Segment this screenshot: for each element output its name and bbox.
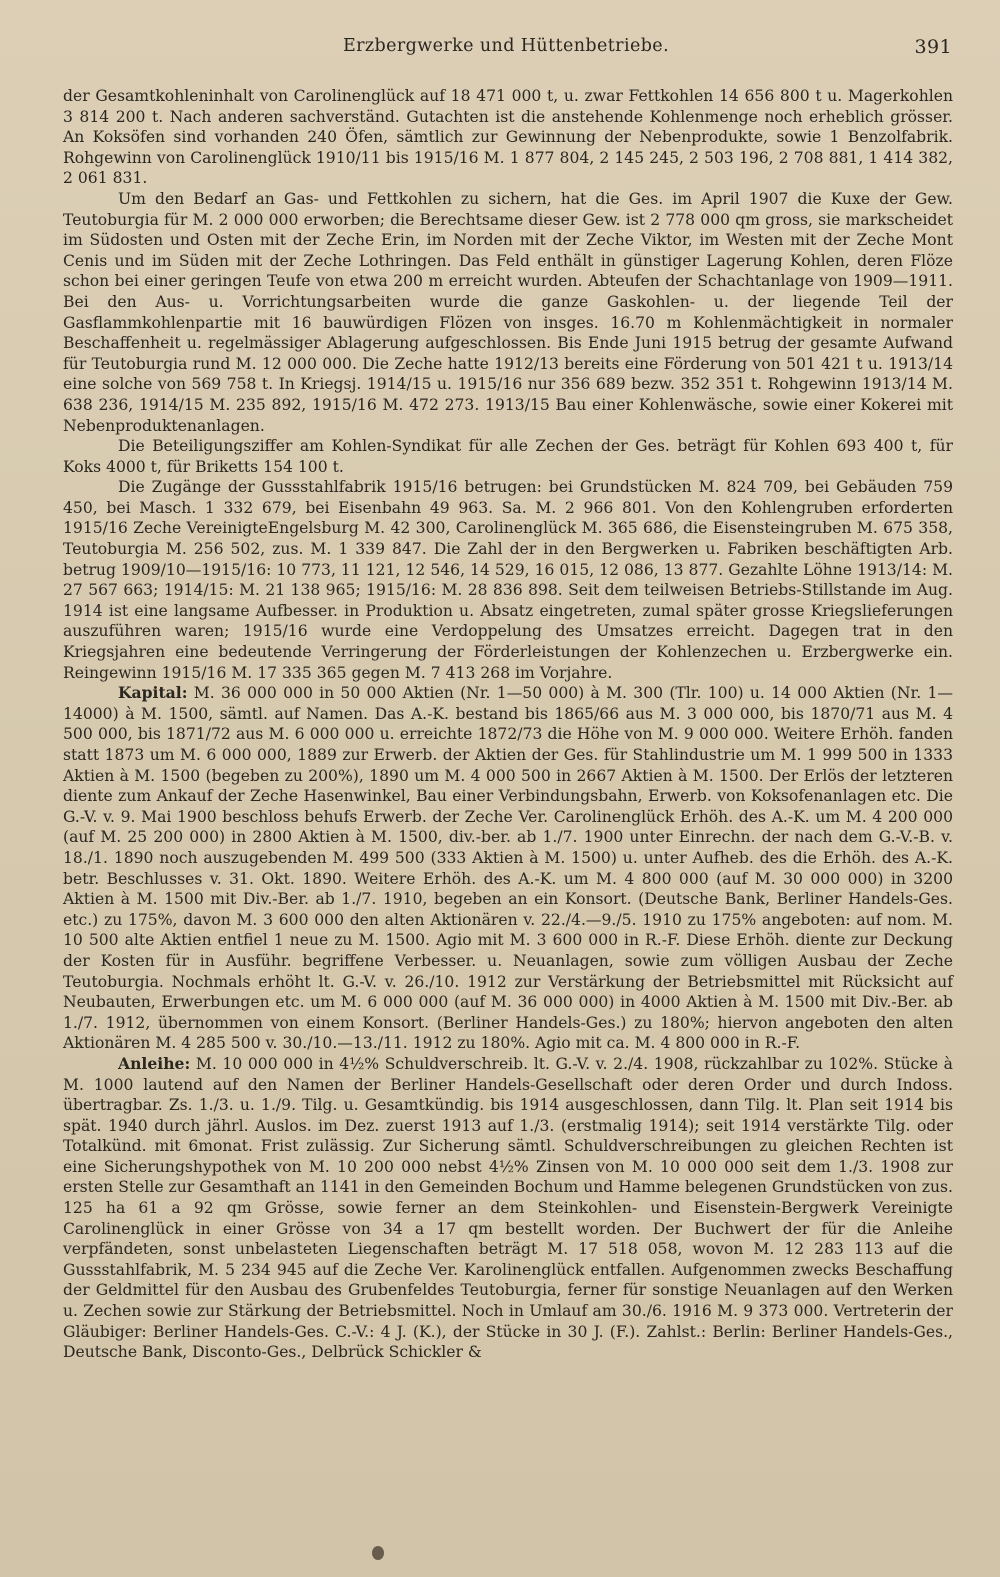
paragraph-text: der Gesamtkohleninhalt von Carolinenglück auf 18 471 000 t, u. zwar Fettkohlen 14 656 800 t u. Magerkohlen 3 814 200 t. Nach anderen sachverständ. Gutachten ist die anstehende Kohlenmenge noch erheblich grösser. An Koksöfen sind vorhanden 240 Öfen, sämtlich zur Gewinnung der Nebenprodukte, sowie 1 Benzolfabrik. Rohgewinn von Carolinenglück 1910/11 bis 1915/16 M. 1 877 804, 2 145 245, 2 503 196, 2 708 881, 1 414 382, 2 061 831. bbox=[63, 87, 953, 188]
paragraph-carolinenglueck bbox=[63, 86, 953, 189]
paragraph-text: Die Zugänge der Gussstahlfabrik 1915/16 betrugen: bei Grundstücken M. 824 709, bei Gebäuden 759 450, bei Masch. 1 332 679, bei Eisenbahn 49 963. Sa. M. 2 966 801. Von den Kohlengruben erforderten 1915/16 Zeche VereinigteEngelsburg M. 42 300, Carolinenglück M. 365 686, die Eisensteingruben M. 675 358, Teutoburgia M. 256 502, zus. M. 1 339 847. Die Zahl der in den Bergwerken u. Fabriken beschäftigten Arb. betrug 1909/10—1915/16: 10 773, 11 121, 12 546, 14 529, 16 015, 12 086, 13 877. Gezahlte Löhne 1913/14: M. 27 567 663; 1914/15: M. 21 138 965; 1915/16: M. 28 836 898. Seit dem teilweisen Betriebs-Stillstande im Aug. 1914 ist eine langsame Aufbesser. in Produktion u. Absatz eingetreten, zumal später grosse Kriegslieferungen auszuführen waren; 1915/16 wurde eine Verdoppelung des Umsatzes erreicht. Dagegen trat in den Kriegsjahren eine bedeutende Verringerung der Förderleistungen der Kohlenzechen u. Erzbergwerke ein. Reingewinn 1915/16 M. 17 335 365 gegen M. 7 413 268 im Vorjahre. bbox=[63, 478, 953, 682]
section-label: Anleihe: bbox=[118, 1053, 191, 1073]
paragraph-teutoburgia bbox=[63, 189, 953, 436]
paragraph-anleihe bbox=[63, 1054, 953, 1363]
paragraph-text: Um den Bedarf an Gas- und Fettkohlen zu sichern, hat die Ges. im April 1907 die Kuxe der Gew. Teutoburgia für M. 2 000 000 erworben; die Berechtsame dieser Gew. ist 2 778 000 qm gross, sie markscheidet im Südosten und Osten mit der Zeche Erin, im Norden mit der Zeche Viktor, im Westen mit der Zeche Mont Cenis und im Süden mit der Zeche Lothringen. Das Feld enthält in günstiger Lagerung Kohlen, deren Flöze schon bei einer geringen Teufe von etwa 200 m erreicht wurden. Abteufen der Schachtanlage von 1909—1911. Bei den Aus- u. Vorrichtungsarbeiten wurde die ganze Gaskohlen- u. der liegende Teil der Gasflammkohlenpartie mit 16 bauwürdigen Flözen von insges. 16.70 m Kohlenmächtigkeit in normaler Beschaffenheit u. regelmässiger Ablagerung aufgeschlossen. Bis Ende Juni 1915 betrug der gesamte Aufwand für Teutoburgia rund M. 12 000 000. Die Zeche hatte 1912/13 bereits eine Förderung von 501 421 t u. 1913/14 eine solche von 569 758 t. In Kriegsj. 1914/15 u. 1915/16 nur 356 689 bezw. 352 351 t. Rohgewinn 1913/14 M. 638 236, 1914/15 M. 235 892, 1915/16 M. 472 273. 1913/15 Bau einer Kohlenwäsche, sowie einer Kokerei mit Nebenproduktenanlagen. bbox=[63, 189, 953, 435]
page-body bbox=[63, 86, 953, 1363]
page-number: 391 bbox=[914, 36, 952, 58]
paragraph-text: Die Beteiligungsziffer am Kohlen-Syndikat für alle Zechen der Ges. beträgt für Kohlen 693 400 t, für Koks 4000 t, für Briketts 154 100 t. bbox=[63, 437, 953, 476]
running-header bbox=[60, 36, 952, 62]
ink-spot bbox=[372, 1546, 384, 1560]
paragraph-text: M. 36 000 000 in 50 000 Aktien (Nr. 1—50 000) à M. 300 (Tlr. 100) u. 14 000 Aktien (Nr. 1—14000) à M. 1500, sämtl. auf Namen. Das A.-K. bestand bis 1865/66 aus M. 3 000 000, bis 1870/71 aus M. 4 500 000, bis 1871/72 aus M. 6 000 000 u. erreichte 1872/73 die Höhe von M. 9 000 000. Weitere Erhöh. fanden statt 1873 um M. 6 000 000, 1889 zur Erwerb. der Aktien der Ges. für Stahlindustrie um M. 1 999 500 in 1333 Aktien à M. 1500 (begeben zu 200%), 1890 um M. 4 000 500 in 2667 Aktien à M. 1500. Der Erlös der letzteren diente zum Ankauf der Zeche Hasenwinkel, Bau einer Verbindungsbahn, Erwerb. von Koksofenanlagen etc. Die G.-V. v. 9. Mai 1900 beschloss behufs Erwerb. der Zeche Ver. Carolinenglück Erhöh. des A.-K. um M. 4 200 000 (auf M. 25 200 000) in 2800 Aktien à M. 1500, div.-ber. ab 1./7. 1900 unter Einrechn. der nach dem G.-V.-B. v. 18./1. 1890 noch auszugebenden M. 499 500 (333 Aktien à M. 1500) u. unter Aufheb. des die Erhöh. des A.-K. betr. Beschlusses v. 31. Okt. 1890. Weitere Erhöh. des A.-K. um M. 4 800 000 (auf M. 30 000 000) in 3200 Aktien à M. 1500 mit Div.-Ber. ab 1./7. 1910, begeben an ein Konsort. (Deutsche Bank, Berliner Handels-Ges. etc.) zu 175%, davon M. 3 600 000 den alten Aktionären v. 22./4.—9./5. 1910 zu 175% angeboten: auf nom. M. 10 500 alte Aktien entfiel 1 neue zu M. 1500. Agio mit M. 3 600 000 in R.-F. Diese Erhöh. diente zur Deckung der Kosten für in Ausführ. begriffene Verbesser. u. Neuanlagen, sowie zum völligen Ausbau der Zeche Teutoburgia. Nochmals erhöht lt. G.-V. v. 26./10. 1912 zur Verstärkung der Betriebsmittel mit Rücksicht auf Neubauten, Erwerbungen etc. um M. 6 000 000 (auf M. 36 000 000) in 4000 Aktien à M. 1500 mit Div.-Ber. ab 1./7. 1912, übernommen von einem Konsort. (Berliner Handels-Ges.) zu 180%; hiervon angeboten den alten Aktionären M. 4 285 500 v. 30./10.—13./11. 1912 zu 180%. Agio mit ca. M. 4 800 000 in R.-F. bbox=[63, 684, 953, 1053]
running-title: Erzbergwerke und Hüttenbetriebe. bbox=[342, 36, 670, 56]
paragraph-zugaenge bbox=[63, 477, 953, 683]
paragraph-syndikat bbox=[63, 436, 953, 477]
paragraph-kapital bbox=[63, 683, 953, 1054]
section-label: Kapital: bbox=[118, 683, 188, 703]
paragraph-text: M. 10 000 000 in 4½% Schuldverschreib. lt. G.-V. v. 2./4. 1908, rückzahlbar zu 102%. Stücke à M. 1000 lautend auf den Namen der Berliner Handels-Gesellschaft oder deren Order und durch Indoss. übertragbar. Zs. 1./3. u. 1./9. Tilg. u. Gesamtkündig. bis 1914 ausgeschlossen, dann Tilg. lt. Plan seit 1914 bis spät. 1940 durch jährl. Auslos. im Dez. zuerst 1913 auf 1./3. (erstmalig 1914); seit 1914 verstärkte Tilg. oder Totalkünd. mit 6monat. Frist zulässig. Zur Sicherung sämtl. Schuldverschreibungen zu gleichen Rechten ist eine Sicherungshypothek von M. 10 200 000 nebst 4½% Zinsen von M. 10 000 000 seit dem 1./3. 1908 zur ersten Stelle zur Gesamthaft an 1141 in den Gemeinden Bochum und Hamme belegenen Grundstücken von zus. 125 ha 61 a 92 qm Grösse, sowie ferner an dem Steinkohlen- und Eisenstein-Bergwerk Vereinigte Carolinenglück in einer Grösse von 34 a 17 qm bestellt worden. Der Buchwert der für die Anleihe verpfändeten, sonst unbelasteten Liegenschaften beträgt M. 17 518 058, wovon M. 12 283 113 auf die Gussstahlfabrik, M. 5 234 945 auf die Zeche Ver. Karolinenglück entfallen. Aufgenommen zwecks Beschaffung der Geldmittel für den Ausbau des Grubenfeldes Teutoburgia, ferner für sonstige Neuanlagen auf den Werken u. Zechen sowie zur Stärkung der Betriebsmittel. Noch in Umlauf am 30./6. 1916 M. 9 373 000. Vertreterin der Gläubiger: Berliner Handels-Ges. C.-V.: 4 J. (K.), der Stücke in 30 J. (F.). Zahlst.: Berlin: Berliner Handels-Ges., Deutsche Bank, Disconto-Ges., Delbrück Schickler & bbox=[63, 1054, 953, 1362]
